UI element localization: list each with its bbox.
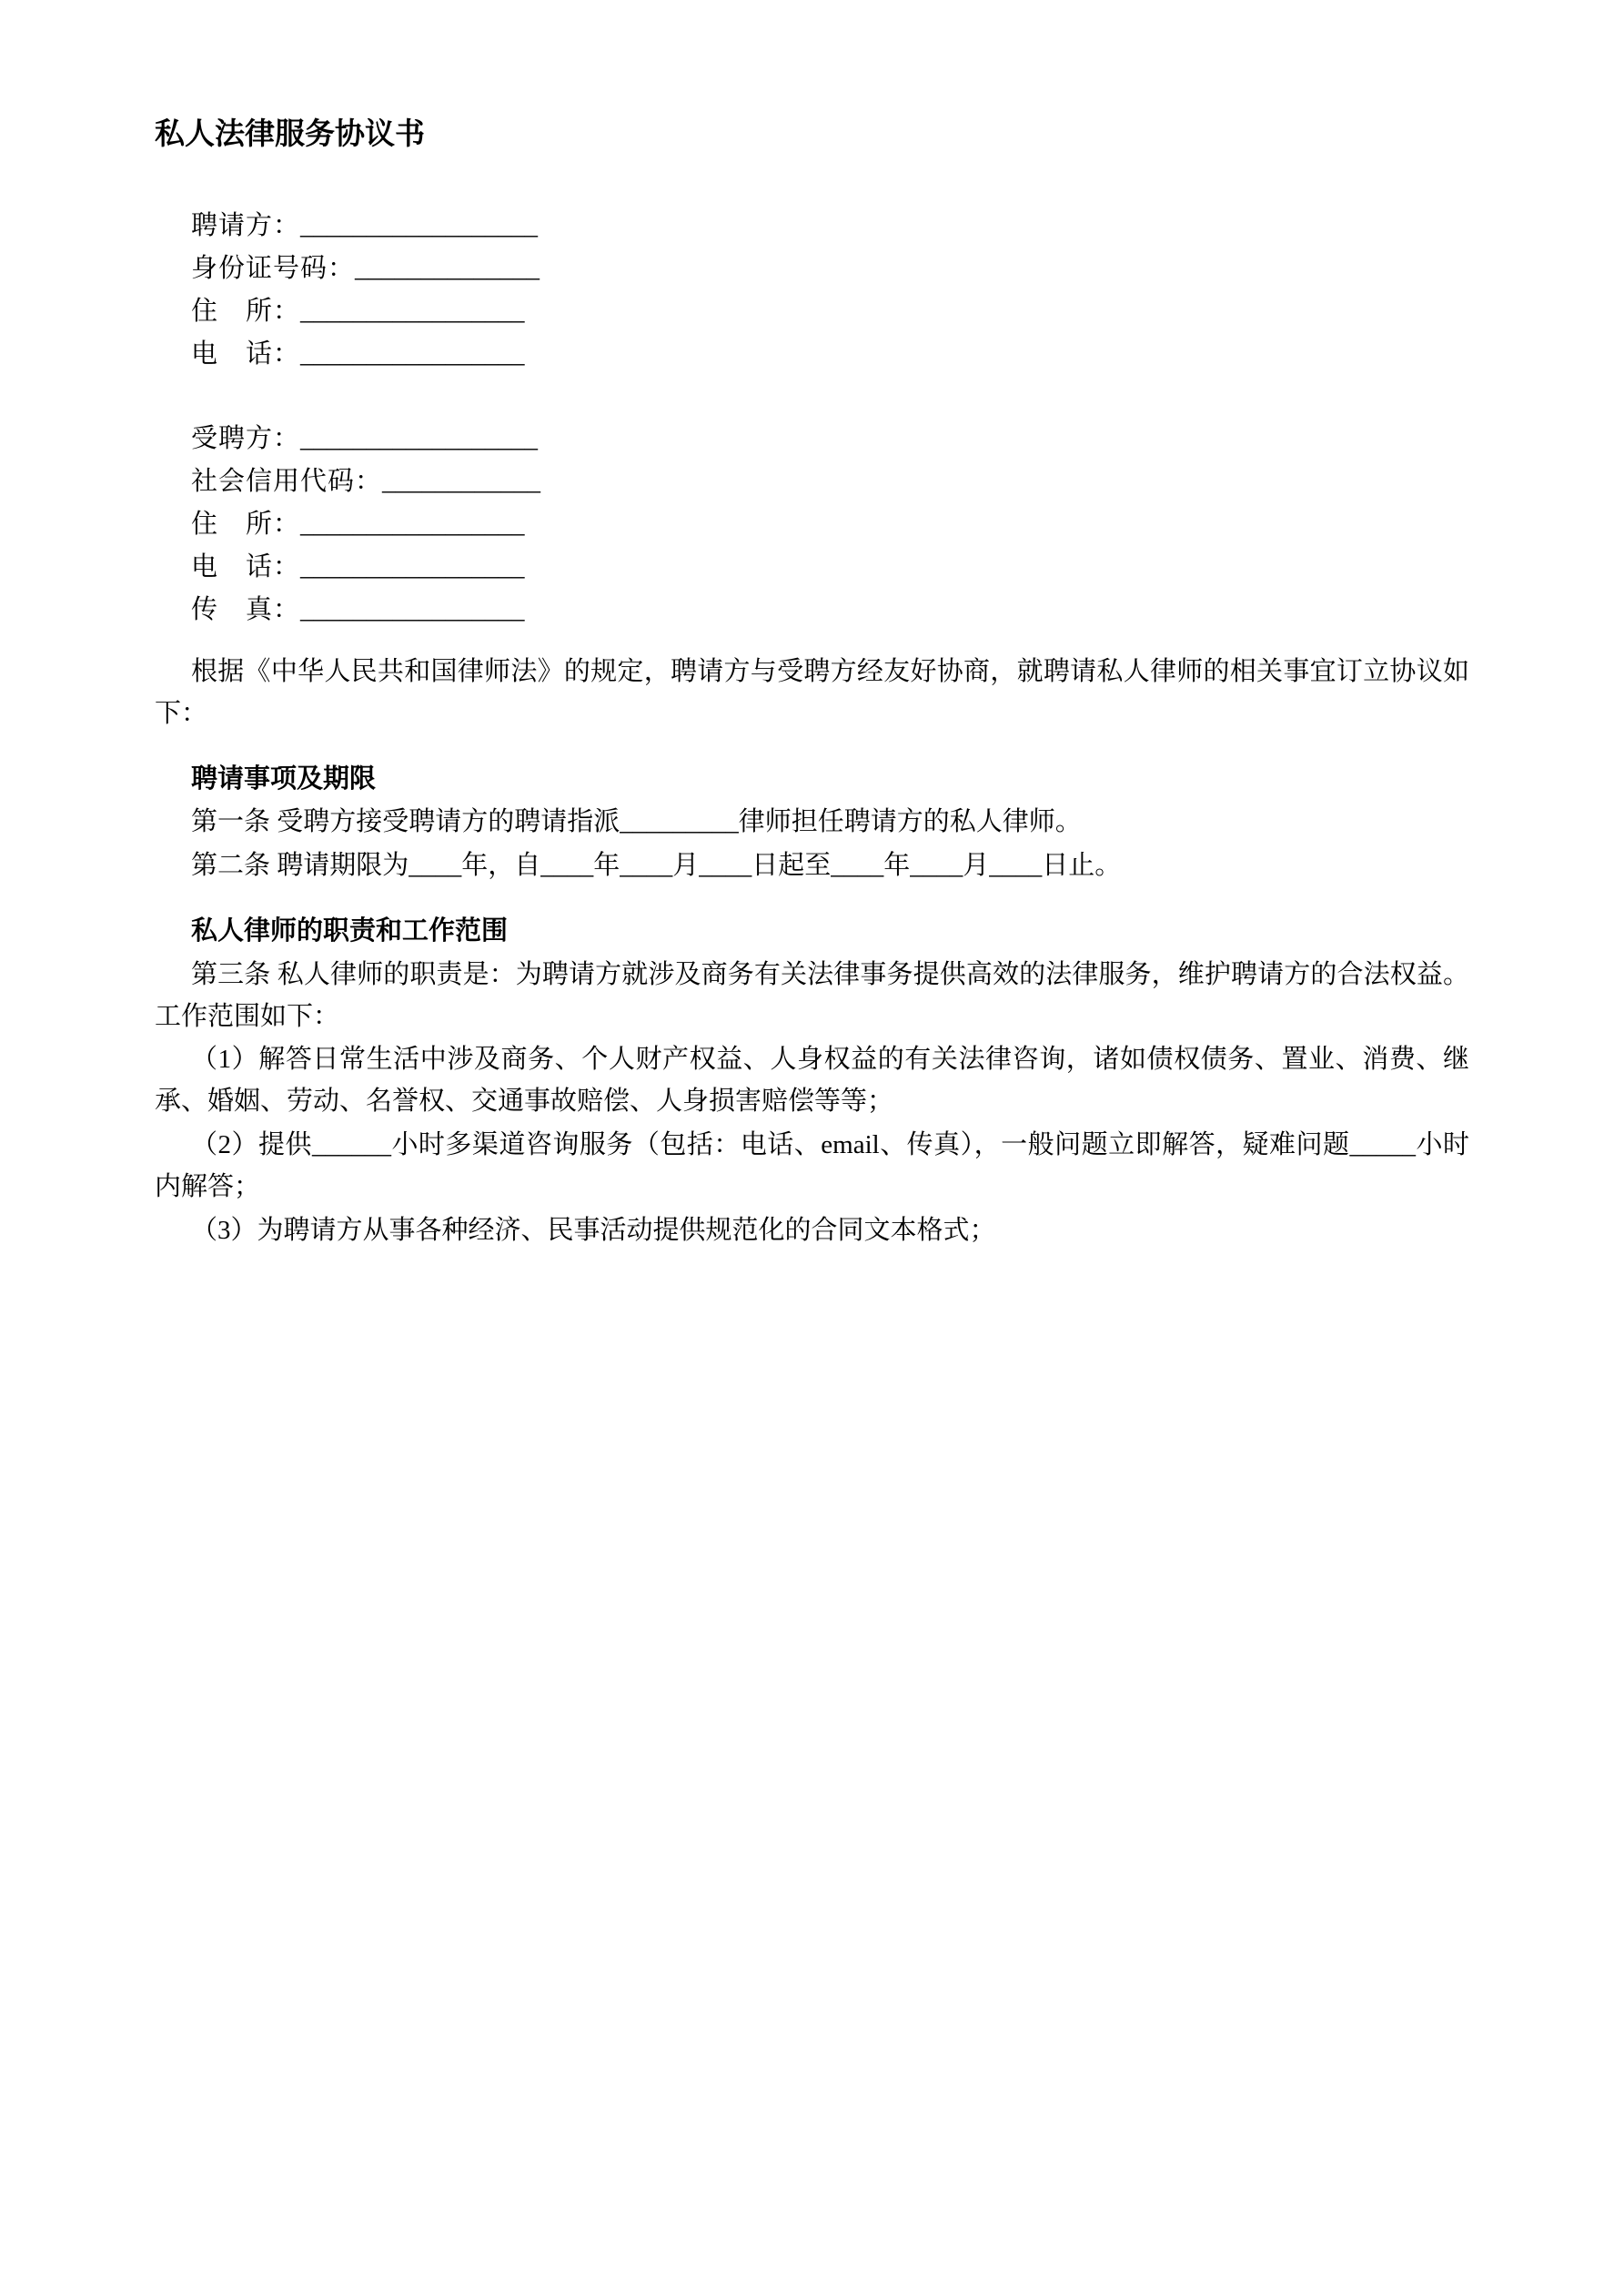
field-blank: ____________ <box>382 467 541 497</box>
field-blank: _________________ <box>300 552 525 582</box>
field-blank: _________________ <box>300 297 525 327</box>
field-row-phone-b <box>191 546 1469 589</box>
field-blank: __________________ <box>300 211 539 241</box>
field-blank: _________________ <box>300 339 525 369</box>
field-row-hired-party <box>191 418 1469 460</box>
field-row-id-number <box>191 248 1469 290</box>
field-blank: ______________ <box>355 254 540 284</box>
field-label: 身份证号码： <box>191 254 356 284</box>
article-1: 第一条 受聘方接受聘请方的聘请指派_________律师担任聘请方的私人律师。 <box>191 807 1082 837</box>
work-scope-item-2: （2）提供______小时多渠道咨询服务（包括：电话、email、传真），一般问题立即解答，疑难问题_____小时内解答； <box>155 1130 1469 1201</box>
field-label: 社会信用代码： <box>191 467 383 497</box>
field-label: 传 真： <box>191 595 301 624</box>
section-heading-appointment: 聘请事项及期限 <box>191 764 377 794</box>
field-row-hiring-party <box>191 205 1469 248</box>
field-label: 聘请方： <box>191 211 301 241</box>
party-a-fields <box>191 205 1469 376</box>
field-blank: _________________ <box>300 510 525 540</box>
party-b-fields <box>191 418 1469 632</box>
field-label: 住 所： <box>191 510 301 540</box>
article-3: 第三条 私人律师的职责是：为聘请方就涉及商务有关法律事务提供高效的法律服务，维护聘请方的合法权益。工作范围如下： <box>155 959 1469 1031</box>
work-scope-item-1: （1）解答日常生活中涉及商务、个人财产权益、人身权益的有关法律咨询，诸如债权债务、置业、消费、继承、婚姻、劳动、名誉权、交通事故赔偿、人身损害赔偿等等； <box>155 1045 1469 1117</box>
field-row-residence-a <box>191 290 1469 333</box>
field-blank: _________________ <box>300 595 525 624</box>
section-heading-duties: 私人律师的职责和工作范围 <box>191 916 509 946</box>
intro-paragraph: 根据《中华人民共和国律师法》的规定，聘请方与受聘方经友好协商，就聘请私人律师的相关事宜订立协议如下： <box>155 656 1469 728</box>
work-scope-item-3: （3）为聘请方从事各种经济、民事活动提供规范化的合同文本格式； <box>191 1215 996 1245</box>
field-row-fax-b <box>191 589 1469 632</box>
field-blank: __________________ <box>300 424 539 454</box>
article-2: 第二条 聘请期限为____年，自____年____月____日起至____年____月____日止。 <box>191 851 1122 881</box>
field-row-phone-a <box>191 333 1469 376</box>
field-label: 电 话： <box>191 339 301 369</box>
field-label: 受聘方： <box>191 424 301 454</box>
field-label: 住 所： <box>191 297 301 327</box>
document-title: 私人法律服务协议书 <box>155 118 425 151</box>
field-row-credit-code <box>191 460 1469 503</box>
field-label: 电 话： <box>191 552 301 582</box>
field-row-residence-b <box>191 503 1469 546</box>
